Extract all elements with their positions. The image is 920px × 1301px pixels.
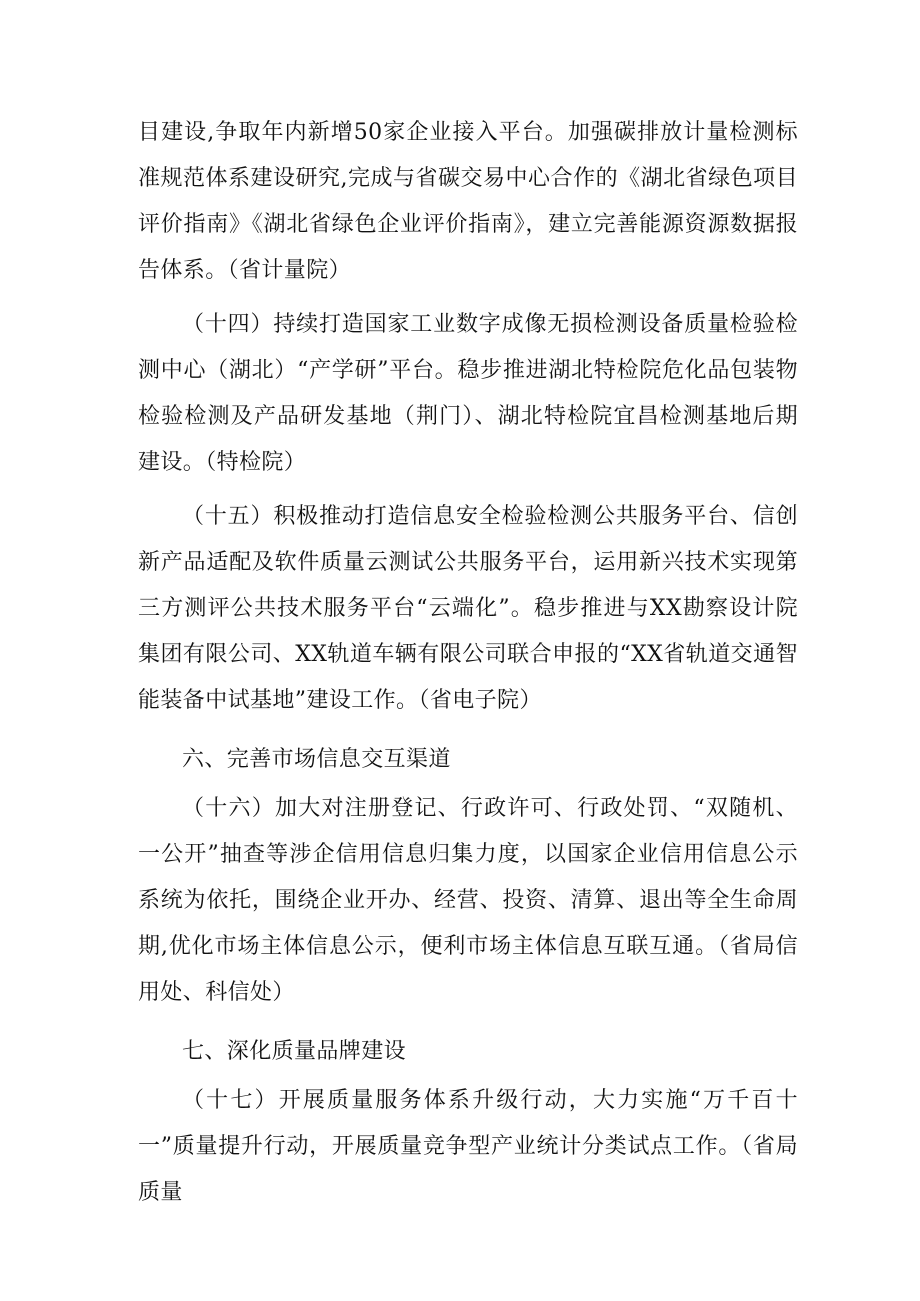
paragraph-item-16: （十六）加大对注册登记、行政许可、行政处罚、“双随机、一公开”抽查等涉企信用信息归集力度，以国家企业信用信息公示系统为依托，围绕企业开办、经营、投资、清算、退出等全生命周期,优化市场主体信息公示，便利市场主体信息互联互通。（省局信用处、科信处） [138,796,798,1005]
paragraph-item-15: （十五）积极推动打造信息安全检验检测公共服务平台、信创新产品适配及软件质量云测试公共服务平台，运用新兴技术实现第三方测评公共技术服务平台“云端化”。稳步推进与XX勘察设计院集团有限公司、XX轨道车辆有限公司联合申报的“XX省轨道交通智能装备中试基地”建设工作。（省电子院） [138,504,798,713]
section-heading-7: 七、深化质量品牌建设 [182,1039,407,1064]
paragraph-item-17: （十七）开展质量服务体系升级行动，大力实施“万千百十一”质量提升行动，开展质量竞争型产业统计分类试点工作。（省局质量 [138,1088,798,1205]
section-heading-6: 六、完善市场信息交互渠道 [182,747,451,772]
paragraph-item-14: （十四）持续打造国家工业数字成像无损检测设备质量检验检测中心（湖北）“产学研”平台。稳步推进湖北特检院危化品包装物检验检测及产品研发基地（荆门）、湖北特检院宜昌检测基地后期建设。（特检院） [138,312,798,475]
paragraph-metrology: 目建设,争取年内新增50家企业接入平台。加强碳排放计量检测标准规范体系建设研究,完成与省碳交易中心合作的《湖北省绿色项目评价指南》《湖北省绿色企业评价指南》，建立完善能源资源数据报告体系。（省计量院） [138,120,798,283]
